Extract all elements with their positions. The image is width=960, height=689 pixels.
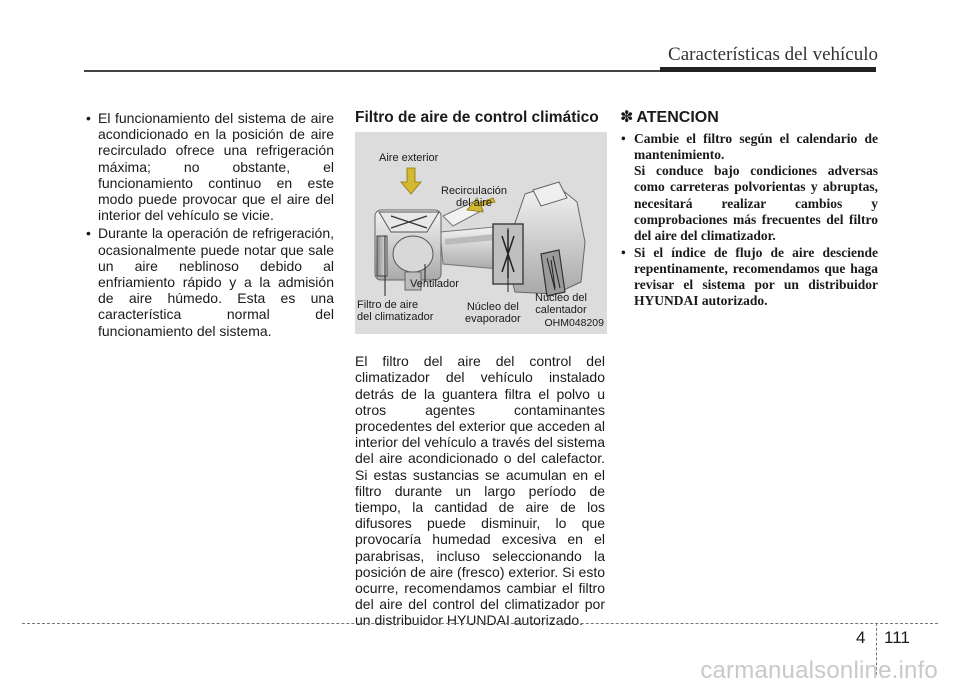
label-line: del climatizador (357, 311, 434, 324)
label-line: Recirculación (441, 185, 508, 198)
footer-rule (22, 623, 938, 624)
middle-column (355, 110, 605, 629)
list-item: • Durante la operación de refrigeración, ocasionalmente puede notar que sale un aire neblinoso debido al enfriamiento rápido y a la admisión de aire húmedo. Esta es una característica normal del funcionamiento del sistema. (84, 225, 334, 338)
label-line: Filtro de aire (357, 299, 419, 312)
list-item (620, 131, 878, 244)
caution-line: • Cambie el filtro según el calendario de mantenimiento. (634, 131, 878, 163)
header-rule-accent (660, 67, 876, 72)
label-filtro (357, 299, 433, 323)
label-line: calentador (535, 304, 587, 317)
page-header-title: Características del vehículo (668, 44, 878, 65)
label-line: Núcleo del (535, 292, 587, 305)
label-ventilador: Ventilador (410, 278, 459, 291)
left-column (84, 110, 334, 341)
caution-list (620, 131, 878, 309)
caution-heading (620, 110, 878, 126)
label-line: del aire (455, 197, 493, 210)
page-number: 111 (884, 628, 910, 647)
list-item: • El funcionamiento del sistema de aire acondicionado en la posición de aire recirculado ofrece una refrigeración máxima; no obstante, el funcionamiento continuo en este modo puede provocar que el aire del interior del vehículo se vicie. (84, 110, 334, 223)
label-nucleo-calentador (535, 292, 587, 316)
figure-code: OHM048209 (544, 317, 604, 329)
label-aire-exterior: Aire exterior (379, 152, 439, 165)
filter-description: El filtro del aire del control del climatizador del vehículo instalado detrás de la guantera filtra el polvo u otros agentes contaminantes procedentes del exterior que acceden al interior del vehículo a través del sistema del aire acondicionado o del calefactor. Si estas sustancias se acumulan en el filtro durante un largo período de tiempo, la cantidad de aire de los difusores puede disminuir, lo que provocaría humedad excesiva en el parabrisas, incluso seleccionando la posición de aire (fresco) exterior. Si esto ocurre, recomendamos cambiar el filtro del aire del control del climatizador por un distribuidor HYUNDAI autorizado. (355, 353, 605, 629)
label-line: Núcleo del (466, 301, 519, 314)
caution-title: ATENCION (636, 109, 719, 126)
left-bullet-list (84, 110, 334, 339)
caution-star-icon: ✽ (620, 109, 634, 126)
section-title: Filtro de aire de control climático (355, 109, 599, 126)
air-filter-diagram (355, 132, 607, 334)
label-nucleo-evaporador (465, 301, 521, 325)
right-column (620, 110, 878, 310)
list-item (620, 245, 878, 309)
caution-line: Si conduce bajo condiciones adversas como carreteras polvorientas y abruptas, necesitará realizar cambios y comprobaciones más frecuentes del filtro del aire del climatizador. (634, 163, 878, 243)
label-line: evaporador (465, 313, 521, 326)
caution-line: • Si el índice de flujo de aire desciende repentinamente, recomendamos que haga revisar el sistema por un distribuidor HYUNDAI autorizado. (634, 244, 878, 309)
watermark-text: carmanualsonline.info (700, 657, 938, 684)
chapter-number: 4 (856, 628, 866, 647)
label-recirculacion (441, 185, 507, 209)
